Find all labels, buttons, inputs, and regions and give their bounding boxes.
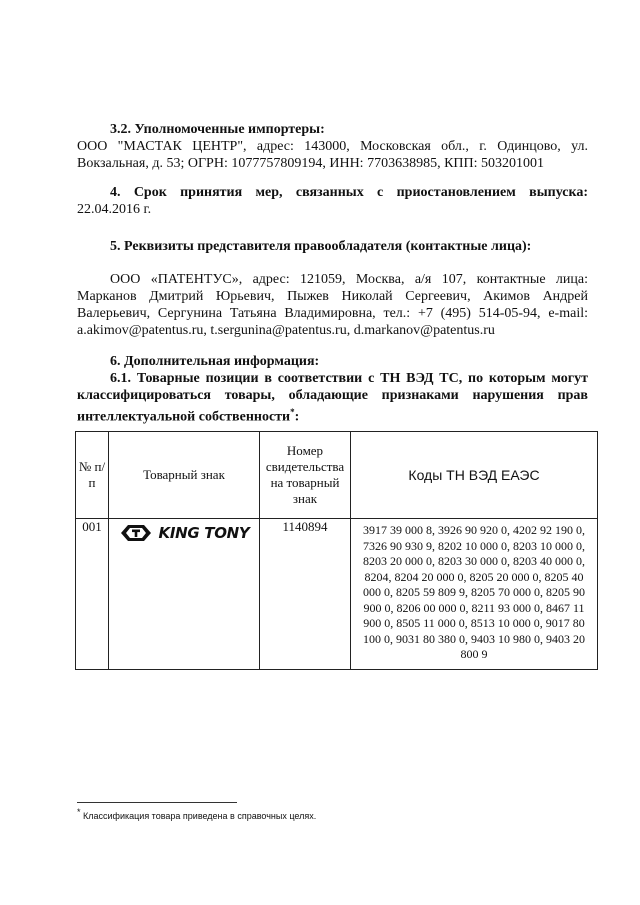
section-6-1-colon: : [294,409,300,425]
footnote-text: Классификация товара приведена в справочных целях. [83,811,317,821]
section-5-heading: 5. Реквизиты представителя правообладателя (контактные лица): [110,239,532,254]
section-3-2-text: ООО "МАСТАК ЦЕНТР", адрес: 143000, Московская обл., г. Одинцово, ул. Вокзальная, д. 53; ОГРН: 1077757809194, ИНН: 7703638985, КПП: 503201001 [77,139,588,171]
codes-table [75,431,598,670]
section-6-1 [77,370,588,426]
king-tony-wordmark: KING TONY [158,524,250,542]
row-trademark [109,519,260,670]
section-5-body [77,271,588,339]
table-row [76,519,598,670]
section-6-1-text: 6.1. Товарные позиции в соответствии с ТН ВЭД ТС, по которым могут классифицироваться товары, обладающие признаками нарушения прав интеллектуальной собственности [77,371,588,425]
header-num: № п/п [76,432,109,519]
footnote [77,807,316,821]
section-4 [77,184,588,218]
section-3-2-heading: 3.2. Уполномоченные импортеры: [110,122,325,137]
king-tony-emblem-icon [119,523,153,543]
header-codes: Коды ТН ВЭД ЕАЭС [351,432,598,519]
footnote-mark: * [290,407,295,417]
header-certificate: Номер свидетельства на товарный знак [260,432,351,519]
row-certificate: 1140894 [260,519,351,670]
section-5-emails[interactable]: a.akimov@patentus.ru, t.sergunina@patentus.ru, d.markanov@patentus.ru [77,323,495,338]
footnote-marker: * [77,807,81,817]
king-tony-logo [109,519,259,543]
row-codes-text: 3917 39 000 8, 3926 90 920 0, 4202 92 190 0, 7326 90 930 9, 8202 10 000 0, 8203 10 000 0, 8203 20 000 0, 8203 30 000 0, 8203 40 000 0, 8204, 8204 20 000 0, 8205 20 000 0, 8205 40 000 0, 8205 59 809 9, 8205 70 000 0, 8205 90 900 0, 8206 00 000 0, 8211 93 000 0, 8467 11 900 0, 8505 11 000 0, 8513 10 000 0, 9017 80 100 0, 9031 80 380 0, 9403 10 980 0, 9403 20 800 9 [363,523,585,661]
header-trademark: Товарный знак [109,432,260,519]
section-5-text: ООО «ПАТЕНТУС», адрес: 121059, Москва, а/я 107, контактные лица: Марканов Дмитрий Юрьевич, Пыжев Николай Сергеевич, Акимов Андрей Валерьевич, Сергунина Татьяна Владимировна, тел.: +7 (495) 514-05-94, e-mail: [77,272,588,321]
footnote-divider [77,802,237,803]
row-codes [351,519,598,670]
table-header-row [76,432,598,519]
section-6-heading: 6. Дополнительная информация: [110,354,320,369]
section-3-2 [77,121,588,172]
section-4-heading: 4. Срок принятия мер, связанных с приостановлением выпуска: [110,185,588,200]
section-4-date: 22.04.2016 г. [77,202,152,217]
row-num: 001 [76,519,109,670]
